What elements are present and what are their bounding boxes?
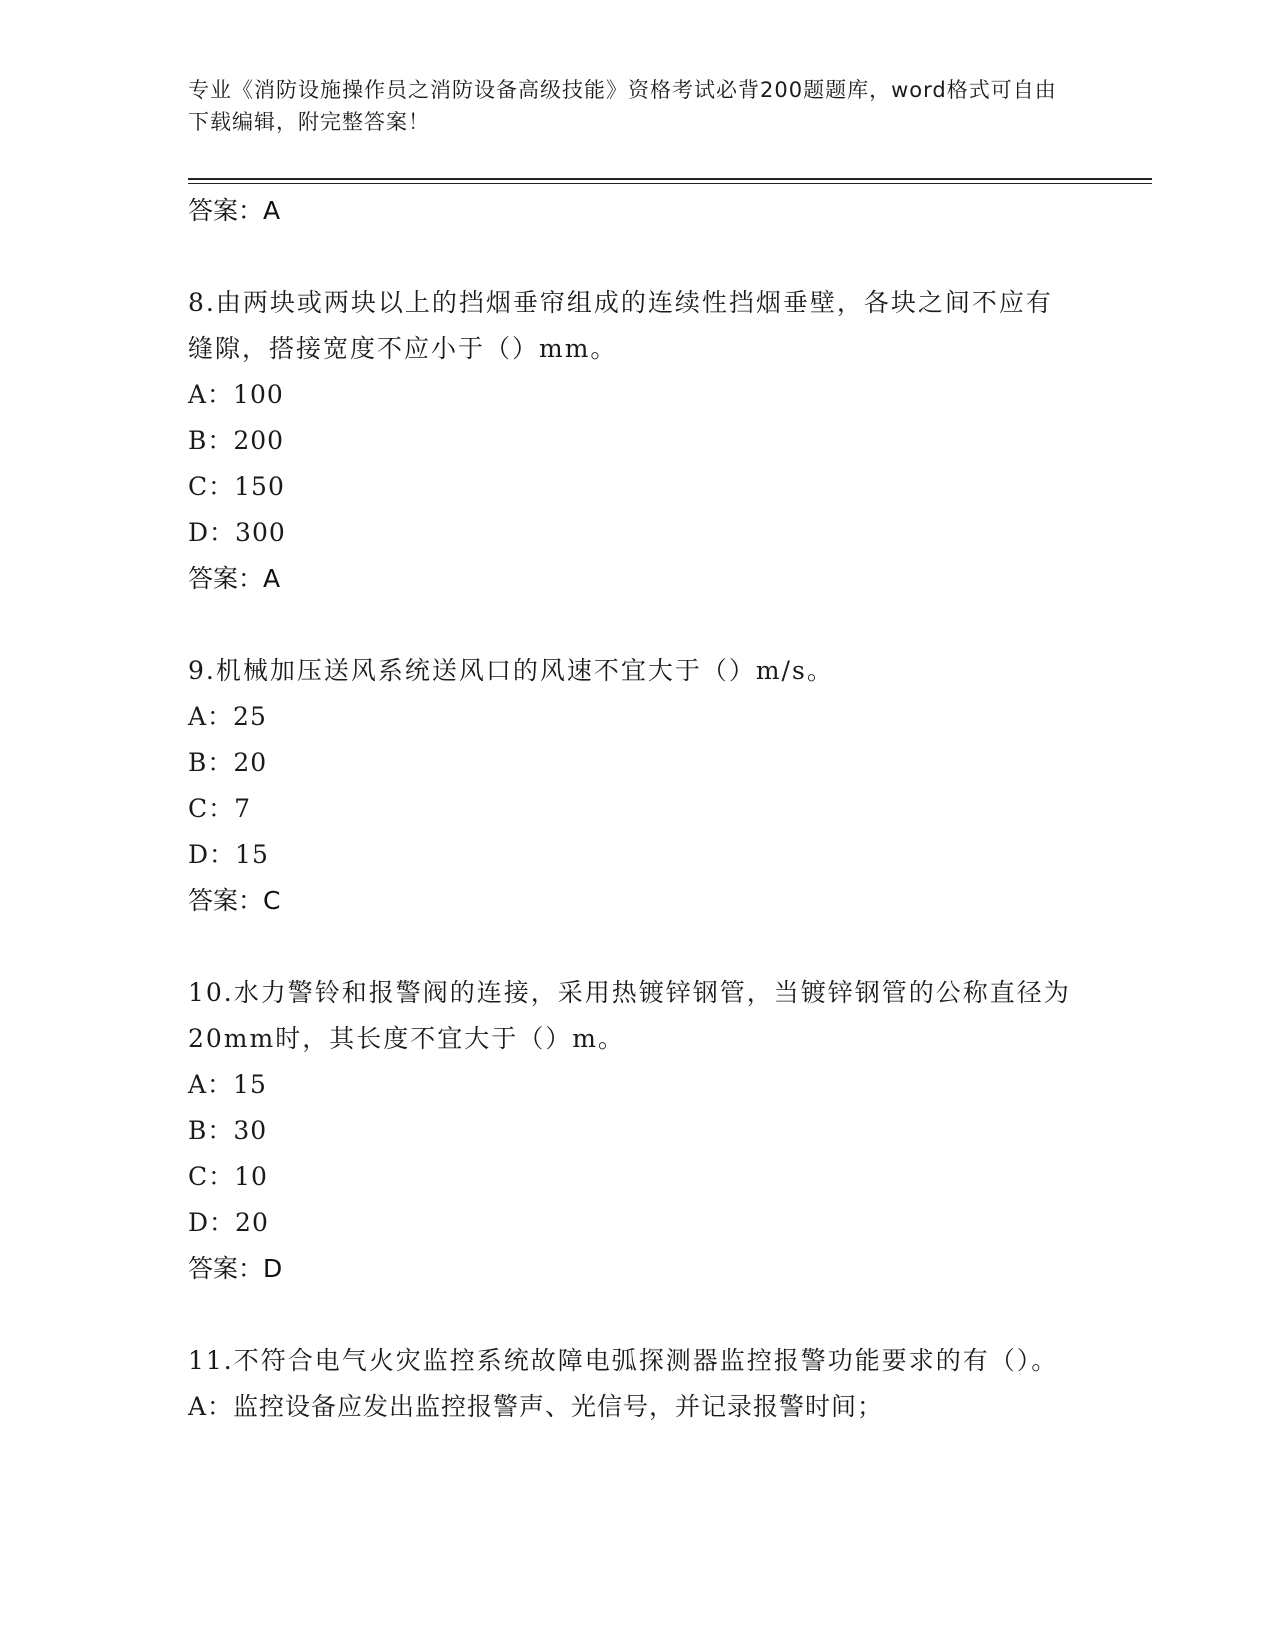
option-b: B：30 [188,1116,268,1145]
question-block [188,970,1088,1292]
answer-line: 答案：A [188,564,281,593]
option-a: A：监控设备应发出监控报警声、光信号，并记录报警时间； [188,1392,884,1421]
header-divider-thick [188,178,1152,180]
header-divider-thin [188,183,1152,184]
option-d: D：15 [188,840,269,869]
question-stem: 11.不符合电气火灾监控系统故障电弧探测器监控报警功能要求的有（）。 [188,1346,1059,1375]
question-block [188,1338,1088,1430]
option-c: C：10 [188,1162,268,1191]
answer-line: 答案：D [188,1254,283,1283]
option-a: A：25 [188,702,267,731]
option-b: B：20 [188,748,268,777]
document-header: 专业《消防设施操作员之消防设备高级技能》资格考试必背200题题库，word格式可自由下载编辑，附完整答案！ [188,78,1057,134]
answer-line: 答案：A [188,196,281,225]
option-d: D：20 [188,1208,269,1237]
question-stem: 8.由两块或两块以上的挡烟垂帘组成的连续性挡烟垂壁，各块之间不应有缝隙，搭接宽度不应小于（）mm。 [188,288,1053,363]
option-a: A：100 [188,380,284,409]
option-c: C：7 [188,794,252,823]
question-list [188,188,1088,1430]
question-stem: 10.水力警铃和报警阀的连接，采用热镀锌钢管，当镀锌钢管的公称直径为20mm时，其长度不宜大于（）m。 [188,978,1071,1053]
question-stem: 9.机械加压送风系统送风口的风速不宜大于（）m/s。 [188,656,834,685]
answer-line: 答案：C [188,886,281,915]
option-b: B：200 [188,426,285,455]
question-block [188,648,1088,924]
question-block [188,280,1088,602]
option-d: D：300 [188,518,286,547]
option-a: A：15 [188,1070,267,1099]
option-c: C：150 [188,472,285,501]
